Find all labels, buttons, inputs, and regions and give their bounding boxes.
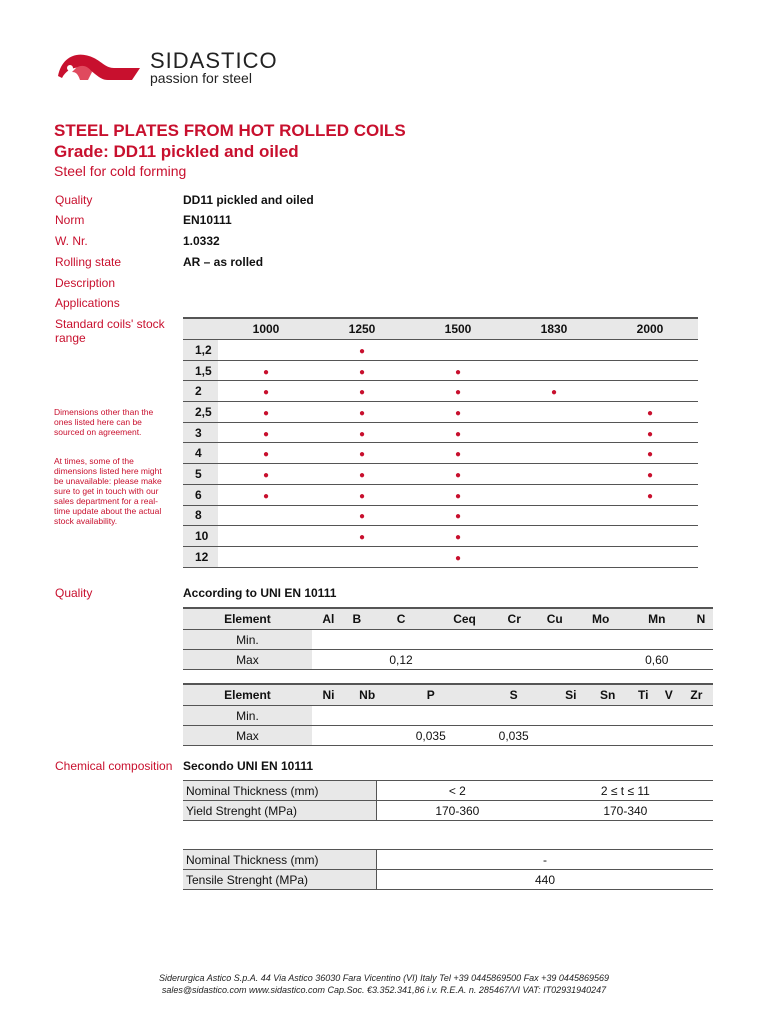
availability-cell bbox=[314, 484, 410, 505]
limit-value bbox=[433, 630, 496, 650]
table-row bbox=[183, 443, 698, 464]
limit-value bbox=[369, 630, 433, 650]
available-dot-icon: ● bbox=[454, 428, 462, 440]
element-col-header: Sn bbox=[586, 684, 628, 706]
limit-value bbox=[433, 650, 496, 670]
limit-value bbox=[689, 630, 713, 650]
element-col-header: Al bbox=[312, 608, 345, 630]
availability-cell bbox=[218, 381, 314, 402]
table-row bbox=[183, 870, 713, 890]
limit-value bbox=[496, 650, 533, 670]
availability-cell bbox=[410, 402, 506, 423]
width-header: 2000 bbox=[602, 318, 698, 340]
spec-label: W. Nr. bbox=[55, 234, 88, 248]
availability-cell bbox=[602, 464, 698, 485]
available-dot-icon: ● bbox=[358, 511, 366, 523]
mech-section-title: Secondo UNI EN 10111 bbox=[183, 759, 314, 773]
limit-value: 0,035 bbox=[389, 726, 472, 746]
available-dot-icon: ● bbox=[262, 428, 270, 440]
brand-name: SIDASTICO bbox=[150, 48, 278, 73]
tensile-table bbox=[183, 849, 713, 890]
availability-cell bbox=[506, 484, 602, 505]
available-dot-icon: ● bbox=[454, 407, 462, 419]
availability-cell bbox=[218, 505, 314, 526]
limit-value bbox=[312, 650, 345, 670]
available-dot-icon: ● bbox=[454, 511, 462, 523]
thickness-label: Nominal Thickness (mm) bbox=[183, 781, 377, 801]
availability-cell bbox=[602, 443, 698, 464]
element-header: Element bbox=[183, 608, 312, 630]
mech-section-label: Chemical composition bbox=[55, 759, 173, 773]
element-col-header: N bbox=[689, 608, 713, 630]
limit-value: 0,60 bbox=[625, 650, 689, 670]
element-header: Element bbox=[183, 684, 312, 706]
table-row bbox=[183, 630, 713, 650]
availability-cell bbox=[314, 402, 410, 423]
thickness-cell: 2 bbox=[183, 381, 218, 402]
availability-cell bbox=[410, 464, 506, 485]
limit-label: Min. bbox=[183, 630, 312, 650]
availability-cell bbox=[602, 526, 698, 547]
table-row bbox=[183, 505, 698, 526]
availability-cell bbox=[506, 381, 602, 402]
availability-cell bbox=[410, 546, 506, 567]
limit-value bbox=[555, 706, 586, 726]
corner-cell bbox=[183, 318, 218, 340]
availability-cell bbox=[506, 340, 602, 361]
availability-cell bbox=[218, 464, 314, 485]
available-dot-icon: ● bbox=[358, 490, 366, 502]
spec-value: DD11 pickled and oiled bbox=[183, 193, 314, 207]
availability-cell bbox=[602, 340, 698, 361]
yield-value: 170-360 bbox=[377, 801, 538, 821]
thickness-value: < 2 bbox=[377, 781, 538, 801]
available-dot-icon: ● bbox=[454, 469, 462, 481]
available-dot-icon: ● bbox=[262, 449, 270, 461]
availability-cell bbox=[314, 526, 410, 547]
logo bbox=[54, 46, 144, 86]
limit-value bbox=[312, 706, 345, 726]
availability-cell bbox=[218, 443, 314, 464]
thickness-value: - bbox=[377, 850, 714, 870]
element-col-header: Si bbox=[555, 684, 586, 706]
availability-cell bbox=[506, 402, 602, 423]
table-row bbox=[183, 801, 713, 821]
tensile-value: 440 bbox=[377, 870, 714, 890]
availability-cell bbox=[410, 443, 506, 464]
availability-cell bbox=[506, 505, 602, 526]
limit-value bbox=[533, 630, 577, 650]
grade-title: Grade: DD11 pickled and oiled bbox=[54, 142, 299, 161]
spec-value: AR – as rolled bbox=[183, 255, 264, 269]
available-dot-icon: ● bbox=[454, 366, 462, 378]
availability-cell bbox=[602, 381, 698, 402]
element-col-header: Mo bbox=[577, 608, 625, 630]
limit-value bbox=[658, 706, 680, 726]
availability-cell bbox=[218, 484, 314, 505]
thickness-cell: 1,5 bbox=[183, 360, 218, 381]
limit-value bbox=[312, 726, 345, 746]
availability-cell bbox=[314, 422, 410, 443]
yield-label: Yield Strenght (MPa) bbox=[183, 801, 377, 821]
availability-cell bbox=[602, 546, 698, 567]
availability-cell bbox=[314, 381, 410, 402]
element-col-header: Mn bbox=[625, 608, 689, 630]
table-row bbox=[183, 781, 713, 801]
available-dot-icon: ● bbox=[262, 366, 270, 378]
table-row bbox=[183, 422, 698, 443]
element-col-header: C bbox=[369, 608, 433, 630]
available-dot-icon: ● bbox=[358, 469, 366, 481]
stock-note-availability: At times, some of the dimensions listed here might be unavailable: please make sure to get in touch with our sales department for a real-time update about the actual stock availability. bbox=[54, 456, 162, 526]
available-dot-icon: ● bbox=[550, 387, 558, 399]
availability-cell bbox=[218, 402, 314, 423]
thickness-cell: 2,5 bbox=[183, 402, 218, 423]
element-col-header: Ceq bbox=[433, 608, 496, 630]
footer-address: Siderurgica Astico S.p.A. 44 Via Astico 36030 Fara Vicentino (VI) Italy Tel +39 0445869500 Fax +39 0445869569 bbox=[159, 973, 609, 983]
available-dot-icon: ● bbox=[646, 449, 654, 461]
table-row bbox=[183, 381, 698, 402]
available-dot-icon: ● bbox=[358, 387, 366, 399]
limit-value bbox=[533, 650, 577, 670]
availability-cell bbox=[410, 340, 506, 361]
availability-cell bbox=[506, 422, 602, 443]
availability-cell bbox=[314, 443, 410, 464]
available-dot-icon: ● bbox=[454, 387, 462, 399]
spec-label: Quality bbox=[55, 193, 93, 207]
available-dot-icon: ● bbox=[358, 366, 366, 378]
available-dot-icon: ● bbox=[358, 407, 366, 419]
table-row bbox=[183, 402, 698, 423]
spec-value: EN10111 bbox=[183, 213, 232, 227]
limit-value bbox=[345, 630, 369, 650]
element-col-header: P bbox=[389, 684, 472, 706]
limit-value bbox=[625, 630, 689, 650]
thickness-cell: 4 bbox=[183, 443, 218, 464]
availability-cell bbox=[506, 464, 602, 485]
stock-table bbox=[183, 317, 698, 568]
spec-label: Applications bbox=[55, 296, 120, 310]
availability-cell bbox=[410, 505, 506, 526]
table-row bbox=[183, 546, 698, 567]
limit-value bbox=[680, 706, 713, 726]
limit-value bbox=[312, 630, 345, 650]
availability-cell bbox=[218, 526, 314, 547]
availability-cell bbox=[314, 505, 410, 526]
width-header: 1250 bbox=[314, 318, 410, 340]
limit-value bbox=[586, 706, 628, 726]
thickness-cell: 12 bbox=[183, 546, 218, 567]
availability-cell bbox=[506, 360, 602, 381]
availability-cell bbox=[506, 443, 602, 464]
availability-cell bbox=[410, 484, 506, 505]
available-dot-icon: ● bbox=[454, 490, 462, 502]
table-row bbox=[183, 706, 713, 726]
availability-cell bbox=[314, 360, 410, 381]
chem-section-label: Quality bbox=[55, 586, 93, 600]
limit-value bbox=[689, 650, 713, 670]
limit-value bbox=[577, 650, 625, 670]
availability-cell bbox=[218, 340, 314, 361]
element-col-header: B bbox=[345, 608, 369, 630]
limit-value bbox=[680, 726, 713, 746]
availability-cell bbox=[602, 360, 698, 381]
stock-note-dimensions: Dimensions other than the ones listed here can be sourced on agreement. bbox=[54, 407, 154, 437]
limit-value bbox=[586, 726, 628, 746]
thickness-cell: 6 bbox=[183, 484, 218, 505]
page-subtitle: Steel for cold forming bbox=[54, 163, 187, 179]
page-title: STEEL PLATES FROM HOT ROLLED COILS bbox=[54, 121, 406, 140]
availability-cell bbox=[602, 484, 698, 505]
thickness-cell: 1,2 bbox=[183, 340, 218, 361]
availability-cell bbox=[602, 505, 698, 526]
element-col-header: Ti bbox=[629, 684, 658, 706]
chem-table-1 bbox=[183, 607, 713, 670]
available-dot-icon: ● bbox=[358, 428, 366, 440]
available-dot-icon: ● bbox=[646, 407, 654, 419]
available-dot-icon: ● bbox=[262, 407, 270, 419]
available-dot-icon: ● bbox=[646, 428, 654, 440]
available-dot-icon: ● bbox=[646, 469, 654, 481]
limit-value bbox=[345, 706, 389, 726]
availability-cell bbox=[218, 360, 314, 381]
table-row bbox=[183, 360, 698, 381]
availability-cell bbox=[218, 422, 314, 443]
limit-label: Max bbox=[183, 726, 312, 746]
thickness-cell: 3 bbox=[183, 422, 218, 443]
chem-section-title: According to UNI EN 10111 bbox=[183, 586, 337, 600]
table-row bbox=[183, 850, 713, 870]
yield-table bbox=[183, 780, 713, 821]
table-row bbox=[183, 650, 713, 670]
limit-value bbox=[629, 726, 658, 746]
limit-label: Max bbox=[183, 650, 312, 670]
availability-cell bbox=[410, 381, 506, 402]
limit-value bbox=[345, 650, 369, 670]
element-col-header: Zr bbox=[680, 684, 713, 706]
available-dot-icon: ● bbox=[358, 449, 366, 461]
availability-cell bbox=[218, 546, 314, 567]
tensile-label: Tensile Strenght (MPa) bbox=[183, 870, 377, 890]
available-dot-icon: ● bbox=[358, 345, 366, 357]
element-col-header: Nb bbox=[345, 684, 389, 706]
available-dot-icon: ● bbox=[262, 490, 270, 502]
availability-cell bbox=[314, 546, 410, 567]
limit-value bbox=[658, 726, 680, 746]
availability-cell bbox=[506, 546, 602, 567]
available-dot-icon: ● bbox=[646, 490, 654, 502]
limit-value: 0,035 bbox=[472, 726, 555, 746]
table-row bbox=[183, 484, 698, 505]
available-dot-icon: ● bbox=[454, 552, 462, 564]
thickness-label: Nominal Thickness (mm) bbox=[183, 850, 377, 870]
availability-cell bbox=[602, 402, 698, 423]
thickness-cell: 5 bbox=[183, 464, 218, 485]
availability-cell bbox=[410, 526, 506, 547]
spec-label: Description bbox=[55, 276, 116, 290]
brand-tagline: passion for steel bbox=[150, 70, 252, 86]
limit-value bbox=[629, 706, 658, 726]
available-dot-icon: ● bbox=[454, 449, 462, 461]
limit-value bbox=[577, 630, 625, 650]
availability-cell bbox=[314, 464, 410, 485]
table-row bbox=[183, 340, 698, 361]
availability-cell bbox=[410, 422, 506, 443]
spec-label: Norm bbox=[55, 213, 85, 227]
width-header: 1500 bbox=[410, 318, 506, 340]
availability-cell bbox=[506, 526, 602, 547]
element-col-header: V bbox=[658, 684, 680, 706]
available-dot-icon: ● bbox=[454, 532, 462, 544]
stock-label: Standard coils' stock range bbox=[55, 317, 165, 345]
width-header: 1830 bbox=[506, 318, 602, 340]
element-col-header: S bbox=[472, 684, 555, 706]
spec-label: Rolling state bbox=[55, 255, 122, 269]
element-col-header: Cr bbox=[496, 608, 533, 630]
element-col-header: Cu bbox=[533, 608, 577, 630]
availability-cell bbox=[602, 422, 698, 443]
available-dot-icon: ● bbox=[262, 387, 270, 399]
footer-contacts: sales@sidastico.com www.sidastico.com Cap.Soc. €3.352.341,86 i.v. R.E.A. n. 285467/VI VAT: IT02931940247 bbox=[161, 985, 607, 995]
width-header: 1000 bbox=[218, 318, 314, 340]
limit-value bbox=[496, 630, 533, 650]
limit-label: Min. bbox=[183, 706, 312, 726]
limit-value bbox=[555, 726, 586, 746]
limit-value: 0,12 bbox=[369, 650, 433, 670]
element-col-header: Ni bbox=[312, 684, 345, 706]
table-row bbox=[183, 726, 713, 746]
thickness-cell: 8 bbox=[183, 505, 218, 526]
thickness-cell: 10 bbox=[183, 526, 218, 547]
available-dot-icon: ● bbox=[262, 469, 270, 481]
thickness-value: 2 ≤ t ≤ 11 bbox=[538, 781, 713, 801]
chem-table-2 bbox=[183, 683, 713, 746]
sidastico-logo-icon bbox=[54, 46, 144, 86]
yield-value: 170-340 bbox=[538, 801, 713, 821]
availability-cell bbox=[314, 340, 410, 361]
spec-value: 1.0332 bbox=[183, 234, 220, 248]
limit-value bbox=[389, 706, 472, 726]
limit-value bbox=[472, 706, 555, 726]
table-row bbox=[183, 526, 698, 547]
availability-cell bbox=[410, 360, 506, 381]
available-dot-icon: ● bbox=[358, 532, 366, 544]
table-row bbox=[183, 464, 698, 485]
limit-value bbox=[345, 726, 389, 746]
